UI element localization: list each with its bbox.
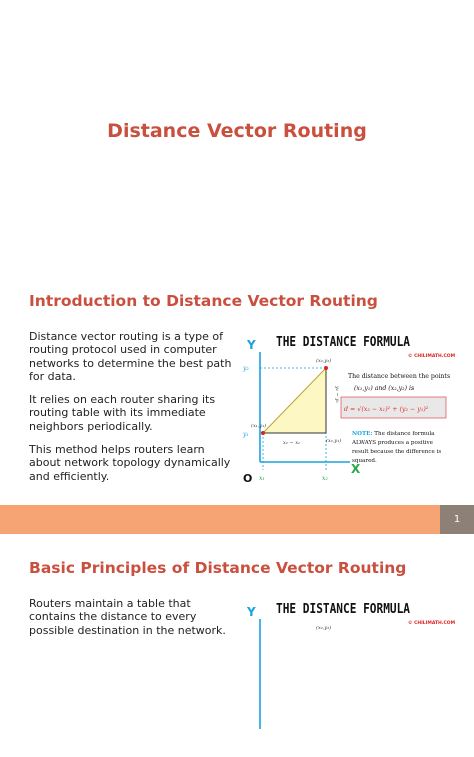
desc-line-1: The distance between the points — [348, 373, 451, 380]
slide-basic-principles — [0, 540, 474, 637]
figure-brand: © CHILIMATH.COM — [408, 621, 456, 626]
paragraph-2: It relies on each router sharing its routing table with its immediate neighbors periodically. — [29, 393, 216, 433]
x2-label: x₂ — [322, 475, 328, 482]
page-number: 1 — [440, 505, 474, 534]
point-3-label: (x₂,y₁) — [326, 438, 342, 444]
svg-text:NOTE: The distance formula — [352, 431, 435, 437]
figure-title: THE DISTANCE FORMULA — [276, 335, 411, 350]
y2-label: y₂ — [243, 365, 249, 372]
y1-label: y₁ — [243, 431, 249, 438]
y-axis-label: Y — [247, 338, 256, 352]
formula: d = √(x₂ − x₁)² + (y₂ − y₁)² — [344, 406, 429, 413]
note-line-1: The distance formula — [372, 431, 435, 437]
x-axis-label: X — [351, 462, 361, 476]
y-axis-label: Y — [247, 605, 256, 619]
origin-label: O — [243, 472, 253, 485]
note-line-3: result because the difference is — [352, 449, 442, 455]
paragraph-1: Distance vector routing is a type of routing protocol used in computer networks to determine the best path for data. — [29, 330, 232, 383]
dy-label: y₂ − y₁ — [334, 386, 340, 404]
dx-label: x₂ − x₁ — [283, 440, 301, 446]
slide-footer-bar — [0, 505, 474, 534]
desc-line-2: (x₁,y₁) and (x₂,y₂) is — [354, 385, 415, 392]
point-2-label: (x₂,y₂) — [316, 358, 332, 364]
paragraph-3: This method helps routers learn about network topology dynamically and efficiently. — [29, 443, 231, 483]
slide-introduction — [0, 285, 474, 505]
point-2-label: (x₂,y₂) — [316, 625, 332, 631]
note-label: NOTE: — [352, 431, 373, 437]
paragraph-1: Routers maintain a table that contains the distance to every possible destination in the network. — [29, 597, 226, 637]
figure-title: THE DISTANCE FORMULA — [276, 602, 411, 617]
point-1-label: (x₁,y₁) — [251, 423, 267, 429]
distance-formula-figure — [240, 597, 456, 757]
x1-label: x₁ — [259, 475, 265, 482]
presentation-title: Distance Vector Routing — [107, 120, 367, 142]
title-slide — [0, 0, 474, 285]
distance-formula-figure — [240, 330, 456, 490]
figure-brand: © CHILIMATH.COM — [408, 354, 456, 359]
slide-heading: Introduction to Distance Vector Routing — [29, 292, 378, 310]
note-line-2: ALWAYS produces a positive — [352, 440, 433, 446]
note-line-4: squared. — [352, 458, 377, 464]
slide-heading: Basic Principles of Distance Vector Routing — [29, 559, 407, 577]
